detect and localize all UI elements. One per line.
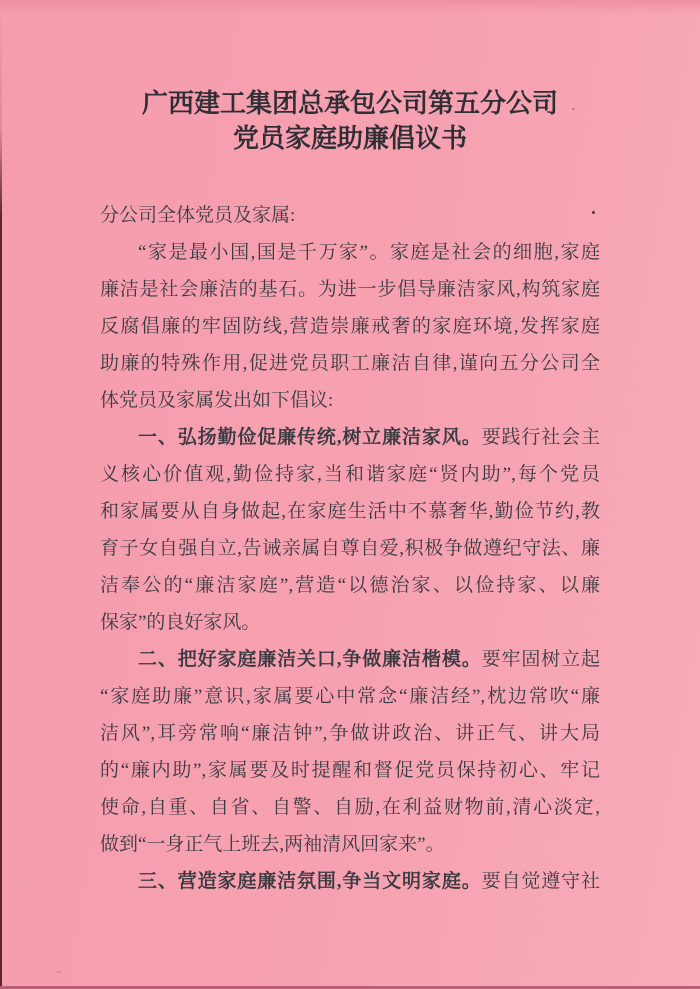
body-line [100,826,600,863]
body-line [100,493,600,530]
body-line-text: 洁风”,耳旁常响“廉洁钟”,争做讲政治、讲正气、讲大局 [100,723,600,744]
body-line [100,789,600,826]
body-line [100,382,600,419]
body-line [100,234,600,271]
body-text [100,197,600,900]
body-line [100,530,600,567]
body-line-emphasis: 二、把好家庭廉洁关口,争做廉洁楷模。 [138,649,482,670]
scan-speck [56,971,61,973]
body-line-text: 和家属要从自身做起,在家庭生活中不慕奢华,勤俭节约,教 [100,501,600,522]
body-line-text: “家是最小国,国是千万家”。家庭是社会的细胞,家庭 [138,242,600,263]
body-line [100,863,600,900]
body-line-text: 助廉的特殊作用,促进党员职工廉洁自律,谨向五分公司全 [100,353,600,374]
body-line-text: 要自觉遵守社 [481,871,600,892]
body-line [100,752,600,789]
body-line-text: 保家”的良好家风。 [100,612,261,633]
scan-top-shadow [0,0,700,14]
body-line-text: 的“廉内助”,家属要及时提醒和督促党员保持初心、牢记 [100,760,600,781]
body-line [100,271,600,308]
document-title [0,86,700,156]
body-line-text: 体党员及家属发出如下倡议: [100,390,334,411]
body-line-text: 义核心价值观,勤俭持家,当和谐家庭“贤内助”,每个党员 [100,464,600,485]
body-line [100,641,600,678]
body-line [100,419,600,456]
body-line [100,456,600,493]
body-line [100,678,600,715]
body-line-text: 反腐倡廉的牢固防线,营造崇廉戒奢的家庭环境,发挥家庭 [100,316,600,337]
body-line-emphasis: 三、营造家庭廉洁氛围,争当文明家庭。 [138,871,482,892]
body-line [100,715,600,752]
body-line-text: 育子女自强自立,告诫亲属自尊自爱,积极争做遵纪守法、廉 [100,538,600,559]
document-title-line-1: 广西建工集团总承包公司第五分公司 [141,89,558,118]
body-line-text: 要践行社会主 [481,427,600,448]
body-line [100,345,600,382]
body-line-text: 做到“一身正气上班去,两袖清风回家来”。 [100,834,445,855]
body-line [100,567,600,604]
body-line-text: 廉洁是社会廉洁的基石。为进一步倡导廉洁家风,构筑家庭 [100,279,600,300]
body-line [100,308,600,345]
body-line-text: 分公司全体党员及家属: [100,205,296,226]
body-line-text: 洁奉公的“廉洁家庭”,营造“以德治家、以俭持家、以廉 [100,575,600,596]
document-title-line-2: 党员家庭助廉倡议书 [232,124,467,153]
body-line [100,604,600,641]
body-line-text: 使命,自重、自省、自警、自励,在利益财物前,清心淡定, [100,797,600,818]
body-line [100,197,600,234]
body-line-text: 要牢固树立起 [481,649,600,670]
body-line-emphasis: 一、弘扬勤俭促廉传统,树立廉洁家风。 [138,427,482,448]
body-line-text: “家庭助廉”意识,家属要心中常念“廉洁经”,枕边常吹“廉 [100,686,600,707]
